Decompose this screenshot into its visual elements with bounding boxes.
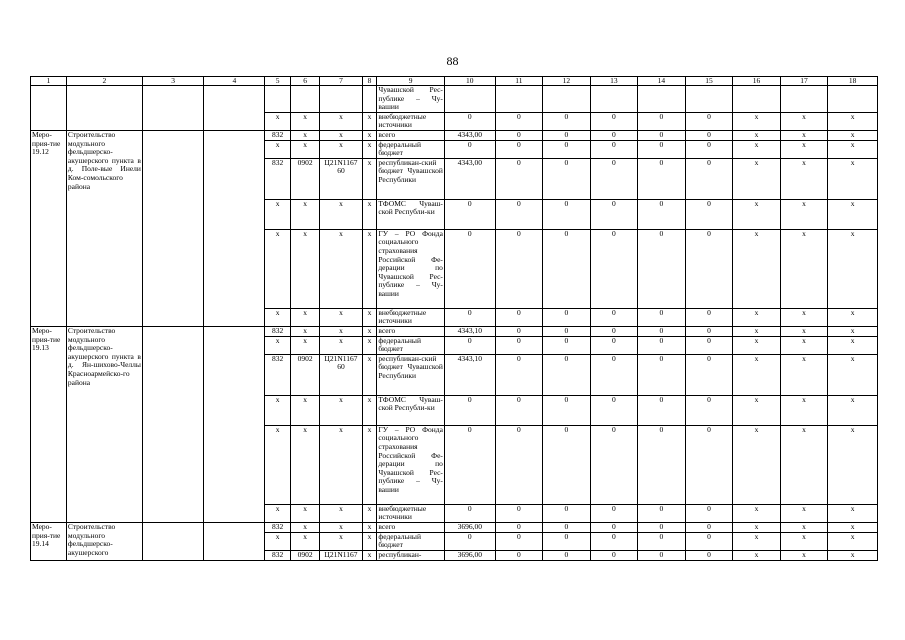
value-cell-col-11: 0	[495, 425, 543, 504]
value-cell-col-10	[444, 86, 495, 113]
value-cell-col-17	[780, 86, 828, 113]
funding-source-cell: внебюджетные источники	[377, 308, 445, 326]
kbk-grbs-cell: 832	[265, 158, 290, 199]
value-cell-col-10: 3696,00	[444, 550, 495, 560]
value-cell-col-13: 0	[590, 425, 638, 504]
funding-source-cell: ГУ – РО Фонда социального страхования Российской Фе-дерации по Чувашской Рес-публике – Чу-вашии	[377, 229, 445, 308]
value-cell-col-12: 0	[543, 550, 591, 560]
kbk-expense-type-cell: х	[362, 229, 377, 308]
value-cell-col-12: 0	[543, 336, 591, 354]
kbk-grbs-cell: 832	[265, 354, 290, 395]
kbk-grbs-cell: 832	[265, 326, 290, 336]
value-cell-col-18: х	[828, 229, 878, 308]
value-cell-col-13: 0	[590, 504, 638, 522]
funding-source-cell: ТФОМС Чуваш-ской Республи-ки	[377, 199, 445, 229]
kbk-grbs-cell: х	[265, 532, 290, 550]
kbk-target-article-cell: х	[320, 140, 362, 158]
value-cell-col-15: 0	[685, 550, 733, 560]
value-cell-col-15: 0	[685, 130, 733, 140]
value-cell-col-13: 0	[590, 522, 638, 532]
value-cell-col-15: 0	[685, 140, 733, 158]
value-cell-col-11: 0	[495, 504, 543, 522]
kbk-section-cell: х	[290, 504, 320, 522]
column-header-14: 14	[638, 77, 686, 86]
value-cell-col-13: 0	[590, 199, 638, 229]
funding-source-cell: ГУ – РО Фонда социального страхования Российской Фе-дерации по Чувашской Рес-публике – Чу-вашии	[377, 425, 445, 504]
value-cell-col-15: 0	[685, 326, 733, 336]
column-header-15: 15	[685, 77, 733, 86]
value-cell-col-13: 0	[590, 395, 638, 425]
value-cell-col-10: 0	[444, 229, 495, 308]
kbk-expense-type-cell: х	[362, 395, 377, 425]
value-cell-col-14: 0	[638, 532, 686, 550]
kbk-target-article-cell: х	[320, 326, 362, 336]
event-name-cell	[66, 86, 142, 131]
value-cell-col-16: х	[733, 425, 781, 504]
value-cell-col-15: 0	[685, 199, 733, 229]
value-cell-col-17: х	[780, 112, 828, 130]
kbk-target-article-cell: х	[320, 532, 362, 550]
value-cell-col-18: х	[828, 308, 878, 326]
value-cell-col-10: 0	[444, 336, 495, 354]
column-header-8: 8	[362, 77, 377, 86]
value-cell-col-16: х	[733, 130, 781, 140]
value-cell-col-14: 0	[638, 130, 686, 140]
value-cell-col-18: х	[828, 550, 878, 560]
kbk-section-cell: х	[290, 326, 320, 336]
value-cell-col-17: х	[780, 229, 828, 308]
kbk-expense-type-cell: х	[362, 326, 377, 336]
event-number-cell: Меро-прия-тие 19.14	[31, 522, 67, 560]
value-cell-col-11	[495, 86, 543, 113]
value-cell-col-17: х	[780, 140, 828, 158]
kbk-target-article-cell: х	[320, 130, 362, 140]
value-cell-col-16: х	[733, 158, 781, 199]
page-number: 88	[446, 54, 459, 68]
value-cell-col-13: 0	[590, 229, 638, 308]
kbk-section-cell: х	[290, 425, 320, 504]
value-cell-col-11: 0	[495, 354, 543, 395]
value-cell-col-18: х	[828, 336, 878, 354]
value-cell-col-14: 0	[638, 354, 686, 395]
value-cell-col-15: 0	[685, 522, 733, 532]
event-name-cell: Строительство модульного фельдшерско-акушерского	[66, 522, 142, 560]
kbk-section-cell: х	[290, 395, 320, 425]
value-cell-col-14: 0	[638, 425, 686, 504]
kbk-section-cell: х	[290, 130, 320, 140]
kbk-section-cell: х	[290, 229, 320, 308]
kbk-section-cell: х	[290, 336, 320, 354]
coexecutor-cell	[204, 86, 265, 131]
kbk-expense-type-cell: х	[362, 308, 377, 326]
value-cell-col-13: 0	[590, 140, 638, 158]
coexecutor-cell	[204, 522, 265, 560]
table-row	[31, 130, 878, 140]
value-cell-col-15: 0	[685, 532, 733, 550]
value-cell-col-14	[638, 86, 686, 113]
value-cell-col-12	[543, 86, 591, 113]
table-row	[31, 326, 878, 336]
kbk-expense-type-cell: х	[362, 425, 377, 504]
value-cell-col-17: х	[780, 532, 828, 550]
value-cell-col-13: 0	[590, 112, 638, 130]
value-cell-col-17: х	[780, 326, 828, 336]
value-cell-col-14: 0	[638, 158, 686, 199]
value-cell-col-12: 0	[543, 112, 591, 130]
kbk-expense-type-cell: х	[362, 140, 377, 158]
kbk-grbs-cell: х	[265, 336, 290, 354]
executor-cell	[142, 326, 203, 522]
kbk-grbs-cell: 832	[265, 130, 290, 140]
kbk-grbs-cell	[265, 86, 290, 113]
executor-cell	[142, 130, 203, 326]
value-cell-col-13: 0	[590, 158, 638, 199]
funding-source-cell: республикан-ский бюджет Чувашской Республики	[377, 158, 445, 199]
value-cell-col-15: 0	[685, 336, 733, 354]
value-cell-col-17: х	[780, 504, 828, 522]
value-cell-col-16: х	[733, 395, 781, 425]
value-cell-col-12: 0	[543, 425, 591, 504]
column-header-13: 13	[590, 77, 638, 86]
value-cell-col-14: 0	[638, 112, 686, 130]
column-header-2: 2	[66, 77, 142, 86]
kbk-expense-type-cell: х	[362, 130, 377, 140]
funding-source-cell: Чувашской Рес-публике – Чу-вашии	[378, 85, 443, 112]
funding-source-cell: всего	[377, 326, 445, 336]
value-cell-col-12: 0	[543, 130, 591, 140]
value-cell-col-11: 0	[495, 140, 543, 158]
kbk-target-article-cell: х	[320, 112, 362, 130]
value-cell-col-17: х	[780, 354, 828, 395]
kbk-grbs-cell: 832	[265, 550, 290, 560]
kbk-grbs-cell: х	[265, 504, 290, 522]
value-cell-col-13: 0	[590, 308, 638, 326]
funding-source-cell: внебюджетные источники	[377, 112, 445, 130]
kbk-expense-type-cell: х	[362, 550, 377, 560]
kbk-grbs-cell: х	[265, 199, 290, 229]
funding-source-cell: всего	[377, 522, 445, 532]
value-cell-col-15: 0	[685, 395, 733, 425]
kbk-section-cell: 0902	[290, 550, 320, 560]
table-row	[31, 86, 878, 113]
kbk-target-article-cell	[320, 86, 362, 113]
value-cell-col-11: 0	[495, 326, 543, 336]
value-cell-col-12: 0	[543, 158, 591, 199]
kbk-section-cell	[290, 86, 320, 113]
column-header-6: 6	[290, 77, 320, 86]
value-cell-col-12: 0	[543, 308, 591, 326]
kbk-target-article-cell: х	[320, 336, 362, 354]
value-cell-col-12: 0	[543, 140, 591, 158]
value-cell-col-14: 0	[638, 199, 686, 229]
value-cell-col-10: 0	[444, 504, 495, 522]
value-cell-col-16	[733, 86, 781, 113]
kbk-expense-type-cell	[362, 86, 377, 113]
kbk-target-article-cell: х	[320, 229, 362, 308]
value-cell-col-10: 4343,10	[444, 326, 495, 336]
event-number-cell	[31, 86, 67, 131]
value-cell-col-10: 4343,00	[444, 158, 495, 199]
value-cell-col-18: х	[828, 522, 878, 532]
event-name-cell: Строительство модульного фельдшерско-акушерского пункта в д. Ян-шихово-Челлы Красноармейско-го района	[66, 326, 142, 522]
value-cell-col-11: 0	[495, 395, 543, 425]
funding-source-cell: всего	[377, 130, 445, 140]
value-cell-col-12: 0	[543, 532, 591, 550]
value-cell-col-15: 0	[685, 112, 733, 130]
value-cell-col-14: 0	[638, 395, 686, 425]
value-cell-col-10: 0	[444, 532, 495, 550]
kbk-target-article-cell: х	[320, 504, 362, 522]
kbk-section-cell: х	[290, 522, 320, 532]
kbk-grbs-cell: х	[265, 395, 290, 425]
value-cell-col-12: 0	[543, 354, 591, 395]
value-cell-col-16: х	[733, 504, 781, 522]
value-cell-col-10: 4343,10	[444, 354, 495, 395]
column-header-11: 11	[495, 77, 543, 86]
kbk-grbs-cell: х	[265, 308, 290, 326]
kbk-section-cell: х	[290, 532, 320, 550]
funding-source-cell: ТФОМС Чуваш-ской Республи-ки	[377, 395, 445, 425]
value-cell-col-17: х	[780, 395, 828, 425]
event-name-cell: Строительство модульного фельдшерско-акушерского пункта в д. Поле-вые Инели Ком-сомольского района	[66, 130, 142, 326]
value-cell-col-10: 4343,00	[444, 130, 495, 140]
value-cell-col-13: 0	[590, 354, 638, 395]
value-cell-col-14: 0	[638, 326, 686, 336]
kbk-section-cell: х	[290, 112, 320, 130]
value-cell-col-16: х	[733, 140, 781, 158]
value-cell-col-12: 0	[543, 229, 591, 308]
value-cell-col-18	[828, 86, 878, 113]
value-cell-col-12: 0	[543, 199, 591, 229]
kbk-target-article-cell: х	[320, 199, 362, 229]
value-cell-col-14: 0	[638, 336, 686, 354]
value-cell-col-11: 0	[495, 522, 543, 532]
value-cell-col-11: 0	[495, 229, 543, 308]
value-cell-col-13: 0	[590, 336, 638, 354]
value-cell-col-17: х	[780, 130, 828, 140]
kbk-target-article-cell: Ц21N1167	[320, 550, 362, 560]
value-cell-col-11: 0	[495, 336, 543, 354]
value-cell-col-15: 0	[685, 504, 733, 522]
value-cell-col-16: х	[733, 308, 781, 326]
column-header-10: 10	[444, 77, 495, 86]
column-header-18: 18	[828, 77, 878, 86]
value-cell-col-13: 0	[590, 130, 638, 140]
value-cell-col-18: х	[828, 158, 878, 199]
value-cell-col-10: 0	[444, 140, 495, 158]
funding-source-cell: федеральный бюджет	[377, 140, 445, 158]
kbk-target-article-cell: х	[320, 308, 362, 326]
table-row	[31, 522, 878, 532]
value-cell-col-18: х	[828, 140, 878, 158]
column-header-12: 12	[543, 77, 591, 86]
value-cell-col-18: х	[828, 504, 878, 522]
value-cell-col-10: 3696,00	[444, 522, 495, 532]
value-cell-col-14: 0	[638, 229, 686, 308]
value-cell-col-15: 0	[685, 308, 733, 326]
kbk-section-cell: 0902	[290, 354, 320, 395]
value-cell-col-13	[590, 86, 638, 113]
value-cell-col-12: 0	[543, 504, 591, 522]
value-cell-col-11: 0	[495, 130, 543, 140]
value-cell-col-16: х	[733, 112, 781, 130]
value-cell-col-13: 0	[590, 532, 638, 550]
value-cell-col-11: 0	[495, 199, 543, 229]
value-cell-col-10: 0	[444, 308, 495, 326]
value-cell-col-13: 0	[590, 550, 638, 560]
value-cell-col-17: х	[780, 199, 828, 229]
kbk-target-article-cell: х	[320, 425, 362, 504]
value-cell-col-11: 0	[495, 532, 543, 550]
value-cell-col-10: 0	[444, 199, 495, 229]
value-cell-col-15	[685, 86, 733, 113]
value-cell-col-16: х	[733, 522, 781, 532]
kbk-expense-type-cell: х	[362, 336, 377, 354]
column-header-1: 1	[31, 77, 67, 86]
kbk-target-article-cell: х	[320, 522, 362, 532]
funding-source-cell: республикан-	[377, 550, 445, 560]
value-cell-col-17: х	[780, 425, 828, 504]
funding-source-cell: внебюджетные источники	[377, 504, 445, 522]
kbk-target-article-cell: х	[320, 395, 362, 425]
value-cell-col-17: х	[780, 308, 828, 326]
value-cell-col-18: х	[828, 425, 878, 504]
value-cell-col-18: х	[828, 130, 878, 140]
kbk-expense-type-cell: х	[362, 158, 377, 199]
column-header-3: 3	[142, 77, 203, 86]
value-cell-col-18: х	[828, 326, 878, 336]
value-cell-col-17: х	[780, 158, 828, 199]
kbk-section-cell: 0902	[290, 158, 320, 199]
coexecutor-cell	[204, 326, 265, 522]
budget-table-container	[30, 76, 878, 561]
value-cell-col-16: х	[733, 532, 781, 550]
value-cell-col-14: 0	[638, 504, 686, 522]
kbk-expense-type-cell: х	[362, 532, 377, 550]
value-cell-col-16: х	[733, 326, 781, 336]
kbk-grbs-cell: 832	[265, 522, 290, 532]
value-cell-col-14: 0	[638, 140, 686, 158]
kbk-target-article-cell: Ц21N1167 60	[320, 158, 362, 199]
value-cell-col-17: х	[780, 550, 828, 560]
value-cell-col-10: 0	[444, 395, 495, 425]
kbk-expense-type-cell: х	[362, 112, 377, 130]
value-cell-col-16: х	[733, 354, 781, 395]
value-cell-col-15: 0	[685, 354, 733, 395]
value-cell-col-11: 0	[495, 112, 543, 130]
value-cell-col-16: х	[733, 336, 781, 354]
value-cell-col-15: 0	[685, 229, 733, 308]
value-cell-col-12: 0	[543, 522, 591, 532]
column-header-17: 17	[780, 77, 828, 86]
kbk-expense-type-cell: х	[362, 522, 377, 532]
kbk-section-cell: х	[290, 199, 320, 229]
funding-source-cell: федеральный бюджет	[377, 532, 445, 550]
value-cell-col-16: х	[733, 229, 781, 308]
kbk-target-article-cell: Ц21N1167 60	[320, 354, 362, 395]
value-cell-col-12: 0	[543, 326, 591, 336]
budget-table	[30, 76, 878, 561]
value-cell-col-10: 0	[444, 425, 495, 504]
value-cell-col-14: 0	[638, 550, 686, 560]
value-cell-col-17: х	[780, 336, 828, 354]
funding-source-cell: федеральный бюджет	[377, 336, 445, 354]
header-row	[31, 77, 878, 86]
value-cell-col-11: 0	[495, 308, 543, 326]
value-cell-col-11: 0	[495, 158, 543, 199]
kbk-grbs-cell: х	[265, 112, 290, 130]
value-cell-col-18: х	[828, 532, 878, 550]
kbk-expense-type-cell: х	[362, 199, 377, 229]
column-header-7: 7	[320, 77, 362, 86]
value-cell-col-13: 0	[590, 326, 638, 336]
value-cell-col-12: 0	[543, 395, 591, 425]
column-header-9: 9	[377, 77, 445, 86]
value-cell-col-18: х	[828, 395, 878, 425]
kbk-grbs-cell: х	[265, 425, 290, 504]
column-header-16: 16	[733, 77, 781, 86]
table-body	[31, 77, 878, 561]
kbk-section-cell: х	[290, 140, 320, 158]
kbk-grbs-cell: х	[265, 140, 290, 158]
value-cell-col-14: 0	[638, 308, 686, 326]
executor-cell	[142, 522, 203, 560]
coexecutor-cell	[204, 130, 265, 326]
value-cell-col-14: 0	[638, 522, 686, 532]
column-header-5: 5	[265, 77, 290, 86]
value-cell-col-17: х	[780, 522, 828, 532]
column-header-4: 4	[204, 77, 265, 86]
kbk-section-cell: х	[290, 308, 320, 326]
executor-cell	[142, 86, 203, 131]
value-cell-col-10: 0	[444, 112, 495, 130]
event-number-cell: Меро-прия-тие 19.12	[31, 130, 67, 326]
value-cell-col-16: х	[733, 199, 781, 229]
value-cell-col-15: 0	[685, 158, 733, 199]
kbk-expense-type-cell: х	[362, 354, 377, 395]
value-cell-col-18: х	[828, 354, 878, 395]
value-cell-col-18: х	[828, 199, 878, 229]
value-cell-col-15: 0	[685, 425, 733, 504]
value-cell-col-16: х	[733, 550, 781, 560]
funding-source-cell: республикан-ский бюджет Чувашской Республики	[377, 354, 445, 395]
kbk-grbs-cell: х	[265, 229, 290, 308]
value-cell-col-18: х	[828, 112, 878, 130]
value-cell-col-11: 0	[495, 550, 543, 560]
kbk-expense-type-cell: х	[362, 504, 377, 522]
event-number-cell: Меро-прия-тие 19.13	[31, 326, 67, 522]
